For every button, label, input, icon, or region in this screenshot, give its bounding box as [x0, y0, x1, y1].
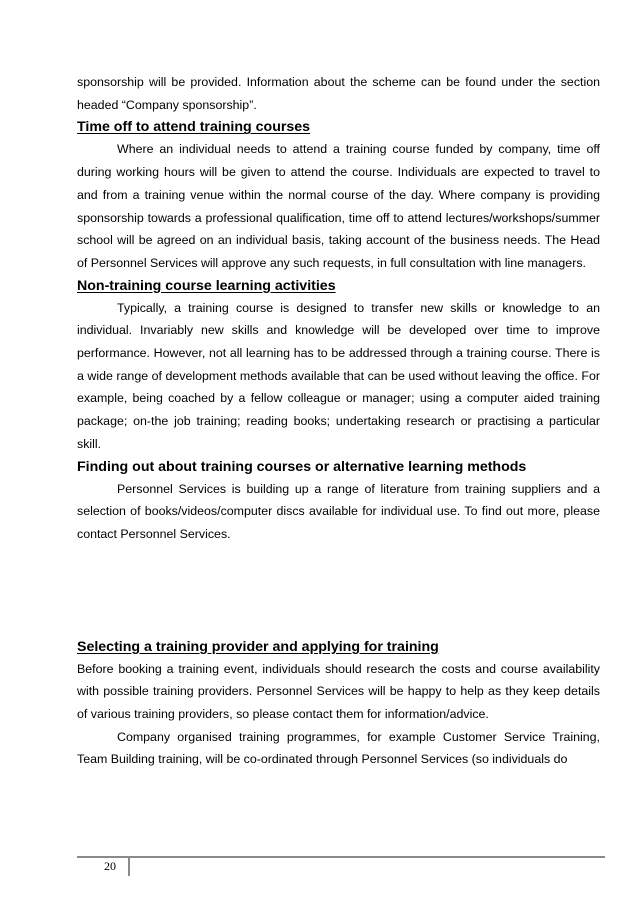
blank-space: [77, 546, 600, 636]
paragraph-company-programmes: Company organised training programmes, for example Customer Service Training, Team Building training, will be co-ordinated through Personnel Services (so individuals do: [77, 729, 600, 767]
paragraph-time-off: Where an individual needs to attend a training course funded by company, time off during working hours will be given to attend the course. Individuals are expected to travel to and from a training venue within the normal course of the day. Where company is providing sponsorship towards a professional qualification, time off to attend lectures/workshops/summer school will be agreed on an individual basis, taking account of the business needs. The Head of Personnel Services will approve any such requests, in full consultation with line managers.: [77, 142, 600, 270]
page-number: 20: [104, 859, 116, 873]
document-body: [77, 71, 600, 771]
footer-rule: [77, 856, 605, 858]
heading-non-training-activities: Non-training course learning activities: [77, 277, 336, 294]
paragraph-finding-out: Personnel Services is building up a range of literature from training suppliers and a selection of books/videos/computer discs available for individual use. To find out more, please contact Personnel Services.: [77, 481, 600, 541]
paragraph-sponsorship-continued: sponsorship will be provided. Information about the scheme can be found under the section headed “Company sponsorship”.: [77, 75, 600, 112]
paragraph-non-training-activities: Typically, a training course is designed to transfer new skills or knowledge to an individual. Invariably new skills and knowledge will be developed over time to improve performance. However, not all learning has to be addressed through a training course. There is a wide range of development methods available that can be used without leaving the office. For example, being coached by a fellow colleague or manager; using a computer aided training package; on-the job training; reading books; undertaking research or practising a particular skill.: [77, 300, 600, 451]
heading-finding-out: Finding out about training courses or alternative learning methods: [77, 458, 527, 475]
footer-divider: [128, 858, 130, 876]
paragraph-selecting-provider: Before booking a training event, individuals should research the costs and course availability with possible training providers. Personnel Services will be happy to help as they keep details of various training providers, so please contact them for information/advice.: [77, 661, 600, 722]
heading-time-off: Time off to attend training courses: [77, 119, 311, 136]
heading-selecting-provider: Selecting a training provider and applying for training: [77, 638, 439, 655]
